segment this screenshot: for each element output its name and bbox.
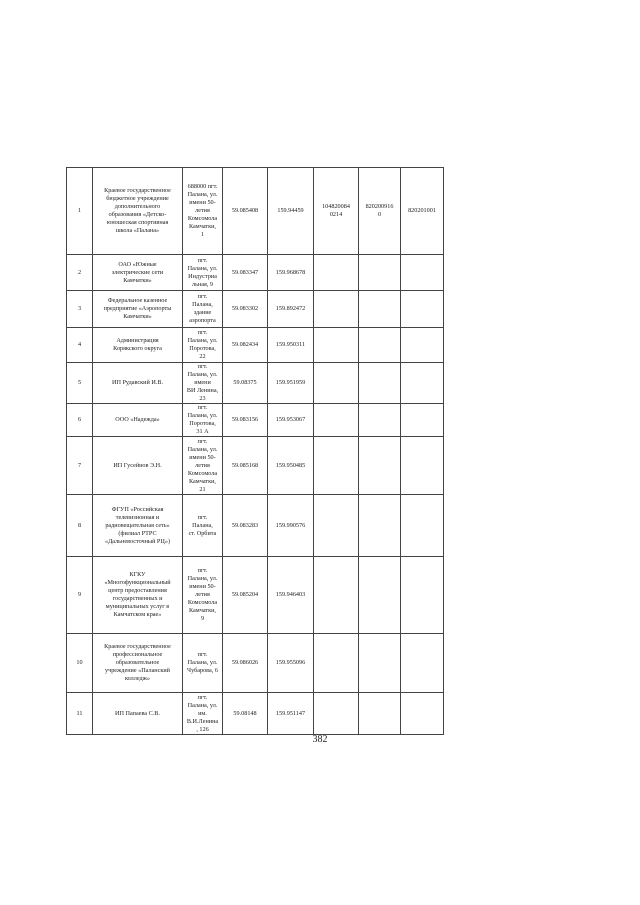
col-7 <box>359 291 401 328</box>
address: пгт. Палана, ул. Поротова, 22 <box>183 328 223 363</box>
col-6 <box>314 328 359 363</box>
longitude: 159.950311 <box>268 328 314 363</box>
col-8 <box>401 557 444 634</box>
col-7: 820200916 0 <box>359 168 401 255</box>
organization-name: КГКУ «Многофункциональный центр предоставления государственных и муниципальных услуг в Камчатском крае» <box>93 557 183 634</box>
address: 688000 пгт. Палана, ул. имени 50- летия Комсомола Камчатки, 1 <box>183 168 223 255</box>
row-number: 2 <box>67 255 93 291</box>
table-row <box>67 693 444 735</box>
address: пгт. Палана, ул. имени ВИ Ленина, 23 <box>183 363 223 404</box>
row-number: 7 <box>67 437 93 495</box>
col-6: 104820084 0214 <box>314 168 359 255</box>
col-6 <box>314 291 359 328</box>
col-8 <box>401 255 444 291</box>
table-row <box>67 291 444 328</box>
col-7 <box>359 693 401 735</box>
col-7 <box>359 437 401 495</box>
table-row <box>67 404 444 437</box>
latitude: 59.085168 <box>223 437 268 495</box>
col-8 <box>401 291 444 328</box>
col-7 <box>359 404 401 437</box>
longitude: 159.990576 <box>268 495 314 557</box>
longitude: 159.892472 <box>268 291 314 328</box>
latitude: 59.08375 <box>223 363 268 404</box>
col-8 <box>401 363 444 404</box>
col-6 <box>314 404 359 437</box>
organization-name: Краевое государственное профессиональное образовательное учреждение «Паланский колледж» <box>93 634 183 693</box>
col-8 <box>401 328 444 363</box>
col-6 <box>314 255 359 291</box>
address: пгт. Палана, ул. имени 50- летия Комсомола Камчатки, 9 <box>183 557 223 634</box>
longitude: 159.94459 <box>268 168 314 255</box>
latitude: 59.083283 <box>223 495 268 557</box>
organization-name: Администрация Корякского округа <box>93 328 183 363</box>
col-8 <box>401 634 444 693</box>
latitude: 59.083302 <box>223 291 268 328</box>
row-number: 5 <box>67 363 93 404</box>
table-row <box>67 328 444 363</box>
longitude: 159.950485 <box>268 437 314 495</box>
col-6 <box>314 693 359 735</box>
col-6 <box>314 437 359 495</box>
latitude: 59.08148 <box>223 693 268 735</box>
col-8: 820201001 <box>401 168 444 255</box>
row-number: 11 <box>67 693 93 735</box>
latitude: 59.086026 <box>223 634 268 693</box>
address: пгт. Палана, здание аэропорта <box>183 291 223 328</box>
address: пгт. Палана, ст. Орбита <box>183 495 223 557</box>
latitude: 59.085408 <box>223 168 268 255</box>
page-number: 382 <box>312 734 328 745</box>
organization-name: ИП Папаева С.В. <box>93 693 183 735</box>
table-row <box>67 557 444 634</box>
organization-name: ООО «Надежда» <box>93 404 183 437</box>
table-row <box>67 168 444 255</box>
col-8 <box>401 404 444 437</box>
organization-name: ОАО «Южные электрические сети Камчатки» <box>93 255 183 291</box>
col-7 <box>359 495 401 557</box>
col-7 <box>359 255 401 291</box>
table-row <box>67 495 444 557</box>
longitude: 159.955096 <box>268 634 314 693</box>
col-6 <box>314 495 359 557</box>
col-6 <box>314 634 359 693</box>
address: пгт. Палана, ул. имени 50- летия Комсомола Камчатки, 21 <box>183 437 223 495</box>
col-6 <box>314 363 359 404</box>
organization-name: ФГУП «Российская телевизионная и радиовещательная сеть» (филиал РТРС «Дальневосточный РЦ») <box>93 495 183 557</box>
latitude: 59.083347 <box>223 255 268 291</box>
longitude: 159.946403 <box>268 557 314 634</box>
row-number: 6 <box>67 404 93 437</box>
row-number: 4 <box>67 328 93 363</box>
row-number: 10 <box>67 634 93 693</box>
row-number: 3 <box>67 291 93 328</box>
latitude: 59.085204 <box>223 557 268 634</box>
address: пгт. Палана, ул. им. В.И.Ленина , 126 <box>183 693 223 735</box>
organization-name: Краевое государственное бюджетное учреждение дополнительного образования «Детско- юношеская спортивная школа «Палана» <box>93 168 183 255</box>
row-number: 8 <box>67 495 93 557</box>
table-row <box>67 634 444 693</box>
col-7 <box>359 557 401 634</box>
col-7 <box>359 363 401 404</box>
latitude: 59.082434 <box>223 328 268 363</box>
row-number: 1 <box>67 168 93 255</box>
address: пгт. Палана, ул. Чубарова, 6 <box>183 634 223 693</box>
organization-name: ИП Рудавский И.В. <box>93 363 183 404</box>
table-row <box>67 363 444 404</box>
row-number: 9 <box>67 557 93 634</box>
longitude: 159.951147 <box>268 693 314 735</box>
longitude: 159.953067 <box>268 404 314 437</box>
col-6 <box>314 557 359 634</box>
address: пгт. Палана, ул. Индустриа льная, 9 <box>183 255 223 291</box>
organization-name: ИП Гусейнов Э.Н. <box>93 437 183 495</box>
table-row <box>67 255 444 291</box>
col-7 <box>359 328 401 363</box>
table-row <box>67 437 444 495</box>
longitude: 159.951959 <box>268 363 314 404</box>
address: пгт. Палана, ул. Поротова, 31 А <box>183 404 223 437</box>
col-7 <box>359 634 401 693</box>
col-8 <box>401 437 444 495</box>
register-table <box>66 167 444 735</box>
longitude: 159.968678 <box>268 255 314 291</box>
organization-name: Федеральное казенное предприятие «Аэропорты Камчатки» <box>93 291 183 328</box>
latitude: 59.083156 <box>223 404 268 437</box>
col-8 <box>401 495 444 557</box>
col-8 <box>401 693 444 735</box>
